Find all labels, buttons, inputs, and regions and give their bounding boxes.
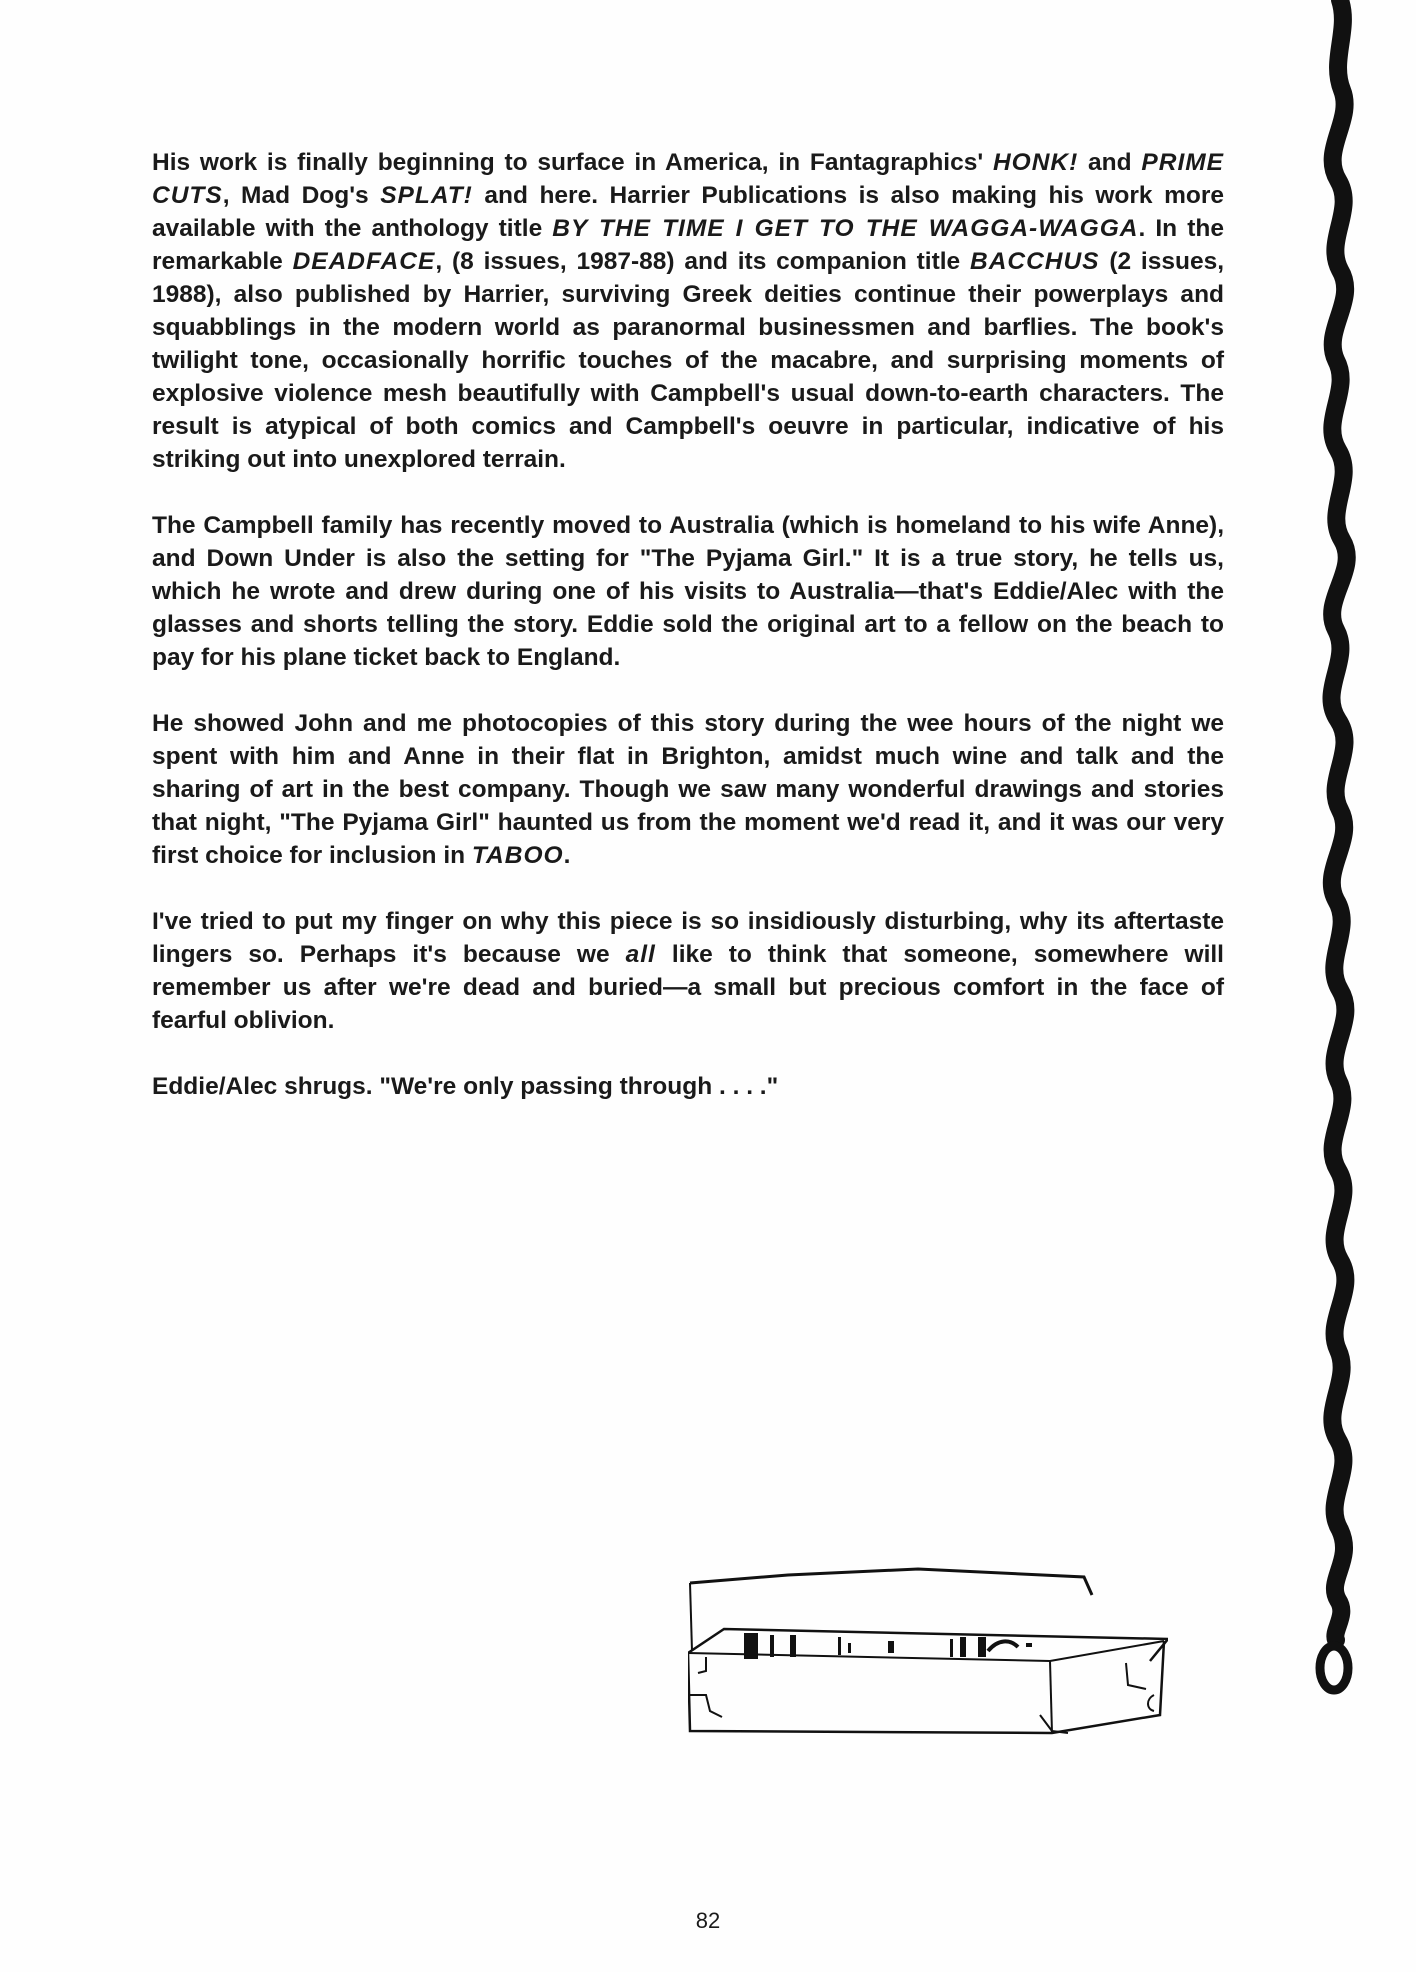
page-number: 82 — [695, 1908, 721, 1933]
paragraph-4: I've tried to put my finger on why this piece is so insidiously disturbing, why its aftertaste lingers so. Perhaps it's because we all like to think that someone, somewhere will remember us after we're dead and buried—a small but precious comfort in the face of fearful oblivion. — [152, 908, 1224, 1034]
paragraph-2: The Campbell family has recently moved to Australia (which is homeland to his wife Anne), and Down Under is also the setting for "The Pyjama Girl." It is a true story, he tells us, which he wrote and drew during one of his visits to Australia—that's Eddie/Alec with the glasses and shorts telling the story. Eddie sold the original art to a fellow on the beach to pay for his plane ticket back to England. — [152, 512, 1224, 671]
paragraph-5: Eddie/Alec shrugs. "We're only passing through . . . ." — [152, 1073, 779, 1100]
article-body — [152, 146, 1224, 1136]
coffin-icon — [688, 1555, 1168, 1735]
paragraph-1: His work is finally beginning to surface in America, in Fantagraphics' HONK! and PRIME CUTS, Mad Dog's SPLAT! and here. Harrier Publications is also making his work more available with the anthology title BY THE TIME I GET TO THE WAGGA-WAGGA. In the remarkable DEADFACE, (8 issues, 1987-88) and its companion title BACCHUS (2 issues, 1988), also published by Harrier, surviving Greek deities continue their powerplays and squabblings in the modern world as paranormal businessmen and barflies. The book's twilight tone, occasionally horrific touches of the macabre, and surprising moments of explosive violence mesh beautifully with Campbell's usual down-to-earth characters. The result is atypical of both comics and Campbell's oeuvre in particular, indicative of his striking out into unexplored terrain. — [152, 149, 1225, 473]
ink-squiggle-border-icon — [1280, 0, 1416, 1720]
paragraph-3: He showed John and me photocopies of this story during the wee hours of the night we spent with him and Anne in their flat in Brighton, amidst much wine and talk and the sharing of art in the best company. Though we saw many wonderful drawings and stories that night, "The Pyjama Girl" haunted us from the moment we'd read it, and it was our very first choice for inclusion in TABOO. — [152, 710, 1224, 869]
